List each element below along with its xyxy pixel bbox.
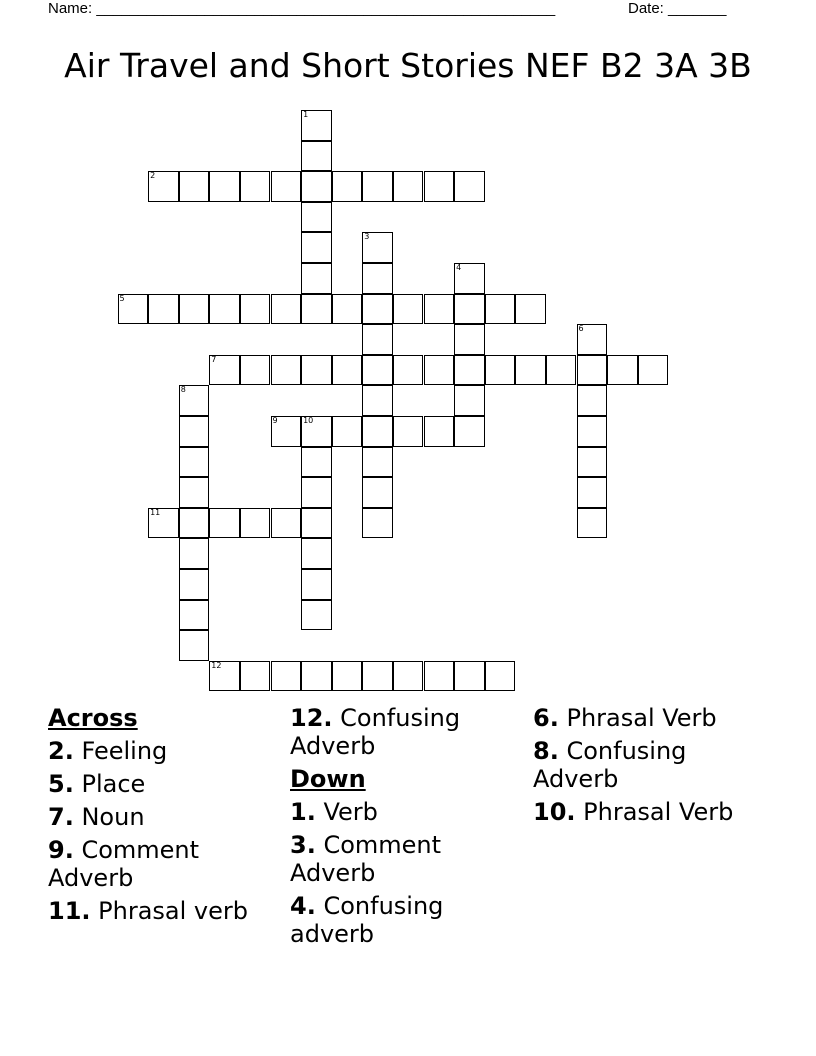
cell-number: 5: [119, 293, 125, 303]
grid-cell[interactable]: [209, 294, 240, 325]
clue-item: [48, 770, 284, 798]
grid-cell[interactable]: [209, 171, 240, 202]
grid-cell[interactable]: [362, 294, 393, 325]
grid-cell[interactable]: [577, 385, 608, 416]
clue-number: 3.: [290, 831, 316, 859]
clue-item: [290, 704, 526, 760]
grid-cell[interactable]: [240, 355, 271, 386]
grid-cell[interactable]: [362, 324, 393, 355]
clues-column-2: [290, 704, 526, 953]
grid-cell[interactable]: [638, 355, 669, 386]
cell-number: 1: [303, 110, 309, 119]
grid-cell[interactable]: [301, 263, 332, 294]
grid-cell[interactable]: [118, 294, 149, 325]
grid-cell[interactable]: [454, 263, 485, 294]
grid-cell[interactable]: [424, 171, 455, 202]
clue-number: 4.: [290, 892, 316, 920]
grid-cell[interactable]: [454, 324, 485, 355]
clue-number: 8.: [533, 737, 559, 765]
grid-cell[interactable]: [301, 477, 332, 508]
grid-cell[interactable]: [362, 661, 393, 692]
grid-cell[interactable]: [577, 447, 608, 478]
grid-cell[interactable]: [271, 661, 302, 692]
cell-number: 12: [211, 660, 222, 670]
cell-number: 7: [211, 354, 217, 364]
grid-cell[interactable]: [301, 661, 332, 692]
grid-cell[interactable]: [301, 110, 332, 141]
clue-text: Confusing Adverb: [290, 704, 461, 760]
grid-cell[interactable]: [362, 416, 393, 447]
clue-text: Comment Adverb: [290, 831, 442, 887]
cell-number: 3: [364, 232, 370, 242]
grid-cell[interactable]: [271, 355, 302, 386]
grid-cell[interactable]: [179, 538, 210, 569]
grid-cell[interactable]: [607, 355, 638, 386]
clue-item: [290, 892, 526, 948]
grid-cell[interactable]: [362, 355, 393, 386]
grid-cell[interactable]: [240, 508, 271, 539]
grid-cell[interactable]: [148, 508, 179, 539]
grid-cell[interactable]: [240, 294, 271, 325]
grid-cell[interactable]: [209, 508, 240, 539]
cell-number: 8: [180, 385, 186, 395]
grid-cell[interactable]: [271, 416, 302, 447]
grid-cell[interactable]: [577, 477, 608, 508]
clue-text: Phrasal verb: [98, 897, 248, 925]
grid-cell[interactable]: [454, 416, 485, 447]
grid-cell[interactable]: [332, 171, 363, 202]
grid-cell[interactable]: [301, 171, 332, 202]
grid-cell[interactable]: [301, 202, 332, 233]
clues-column-1: [48, 704, 284, 930]
grid-cell[interactable]: [485, 294, 516, 325]
clue-item: [533, 737, 769, 793]
cell-number: 2: [150, 171, 156, 181]
grid-cell[interactable]: [301, 416, 332, 447]
clues-column-3: [533, 704, 769, 831]
grid-cell[interactable]: [424, 661, 455, 692]
grid-cell[interactable]: [454, 294, 485, 325]
grid-cell[interactable]: [301, 355, 332, 386]
clue-text: Noun: [81, 803, 145, 831]
grid-cell[interactable]: [179, 477, 210, 508]
clue-text: Comment Adverb: [48, 836, 200, 892]
grid-cell[interactable]: [240, 171, 271, 202]
clue-text: Place: [81, 770, 146, 798]
grid-cell[interactable]: [209, 355, 240, 386]
cell-number: 11: [150, 507, 161, 517]
grid-cell[interactable]: [454, 171, 485, 202]
grid-cell[interactable]: [301, 141, 332, 172]
grid-cell[interactable]: [362, 385, 393, 416]
grid-cell[interactable]: [577, 416, 608, 447]
grid-cell[interactable]: [362, 232, 393, 263]
grid-cell[interactable]: [454, 661, 485, 692]
cell-number: 6: [578, 324, 584, 334]
grid-cell[interactable]: [362, 263, 393, 294]
clue-item: [48, 897, 284, 925]
grid-cell[interactable]: [393, 171, 424, 202]
grid-cell[interactable]: [577, 324, 608, 355]
down-heading: Down: [290, 765, 366, 793]
clue-number: 7.: [48, 803, 74, 831]
grid-cell[interactable]: [332, 661, 363, 692]
grid-cell[interactable]: [515, 294, 546, 325]
clue-number: 9.: [48, 836, 74, 864]
grid-cell[interactable]: [424, 355, 455, 386]
clue-item: [48, 737, 284, 765]
grid-cell[interactable]: [332, 416, 363, 447]
grid-cell[interactable]: [454, 355, 485, 386]
grid-cell[interactable]: [301, 294, 332, 325]
clue-item: [290, 798, 526, 826]
grid-cell[interactable]: [424, 294, 455, 325]
grid-cell[interactable]: [271, 171, 302, 202]
clue-text: Confusing adverb: [290, 892, 444, 948]
grid-cell[interactable]: [454, 385, 485, 416]
grid-cell[interactable]: [301, 569, 332, 600]
grid-cell[interactable]: [485, 661, 516, 692]
clue-text: Phrasal Verb: [583, 798, 734, 826]
grid-cell[interactable]: [362, 447, 393, 478]
grid-cell[interactable]: [577, 508, 608, 539]
clue-number: 11.: [48, 897, 91, 925]
cell-number: 10: [303, 416, 314, 425]
grid-cell[interactable]: [301, 600, 332, 631]
grid-cell[interactable]: [179, 569, 210, 600]
grid-cell[interactable]: [546, 355, 577, 386]
clue-number: 6.: [533, 704, 559, 732]
clue-text: Verb: [323, 798, 378, 826]
grid-cell[interactable]: [148, 294, 179, 325]
grid-cell[interactable]: [515, 355, 546, 386]
clue-text: Feeling: [81, 737, 168, 765]
grid-cell[interactable]: [332, 355, 363, 386]
grid-cell[interactable]: [577, 355, 608, 386]
grid-cell[interactable]: [271, 294, 302, 325]
grid-cell[interactable]: [393, 416, 424, 447]
grid-cell[interactable]: [301, 447, 332, 478]
clue-item: [48, 803, 284, 831]
clue-number: 1.: [290, 798, 316, 826]
grid-cell[interactable]: [485, 355, 516, 386]
grid-cell[interactable]: [301, 538, 332, 569]
clue-item: [533, 798, 769, 826]
grid-cell[interactable]: [362, 508, 393, 539]
grid-cell[interactable]: [362, 171, 393, 202]
grid-cell[interactable]: [179, 447, 210, 478]
grid-cell[interactable]: [148, 171, 179, 202]
grid-cell[interactable]: [179, 171, 210, 202]
name-field-label[interactable]: Name: _______________________________________________________: [48, 0, 556, 17]
grid-cell[interactable]: [179, 630, 210, 661]
grid-cell[interactable]: [209, 661, 240, 692]
grid-cell[interactable]: [362, 477, 393, 508]
grid-cell[interactable]: [424, 416, 455, 447]
cell-number: 4: [456, 263, 462, 272]
grid-cell[interactable]: [393, 355, 424, 386]
clue-item: [48, 836, 284, 892]
grid-cell[interactable]: [179, 508, 210, 539]
grid-cell[interactable]: [179, 600, 210, 631]
grid-cell[interactable]: [271, 508, 302, 539]
clue-item: [533, 704, 769, 732]
grid-cell[interactable]: [301, 508, 332, 539]
clue-item: [290, 831, 526, 887]
clue-text: Phrasal Verb: [566, 704, 717, 732]
clue-text: Confusing Adverb: [533, 737, 687, 793]
grid-cell[interactable]: [393, 661, 424, 692]
grid-cell[interactable]: [240, 661, 271, 692]
page-title: Air Travel and Short Stories NEF B2 3A 3B: [64, 46, 752, 85]
across-heading: Across: [48, 704, 138, 732]
grid-cell[interactable]: [393, 294, 424, 325]
grid-cell[interactable]: [179, 385, 210, 416]
grid-cell[interactable]: [179, 416, 210, 447]
date-field-label[interactable]: Date: _______: [628, 0, 727, 17]
clue-number: 12.: [290, 704, 333, 732]
cell-number: 9: [272, 416, 278, 425]
grid-cell[interactable]: [179, 294, 210, 325]
clue-number: 5.: [48, 770, 74, 798]
grid-cell[interactable]: [301, 232, 332, 263]
clue-number: 10.: [533, 798, 576, 826]
grid-cell[interactable]: [332, 294, 363, 325]
clue-number: 2.: [48, 737, 74, 765]
